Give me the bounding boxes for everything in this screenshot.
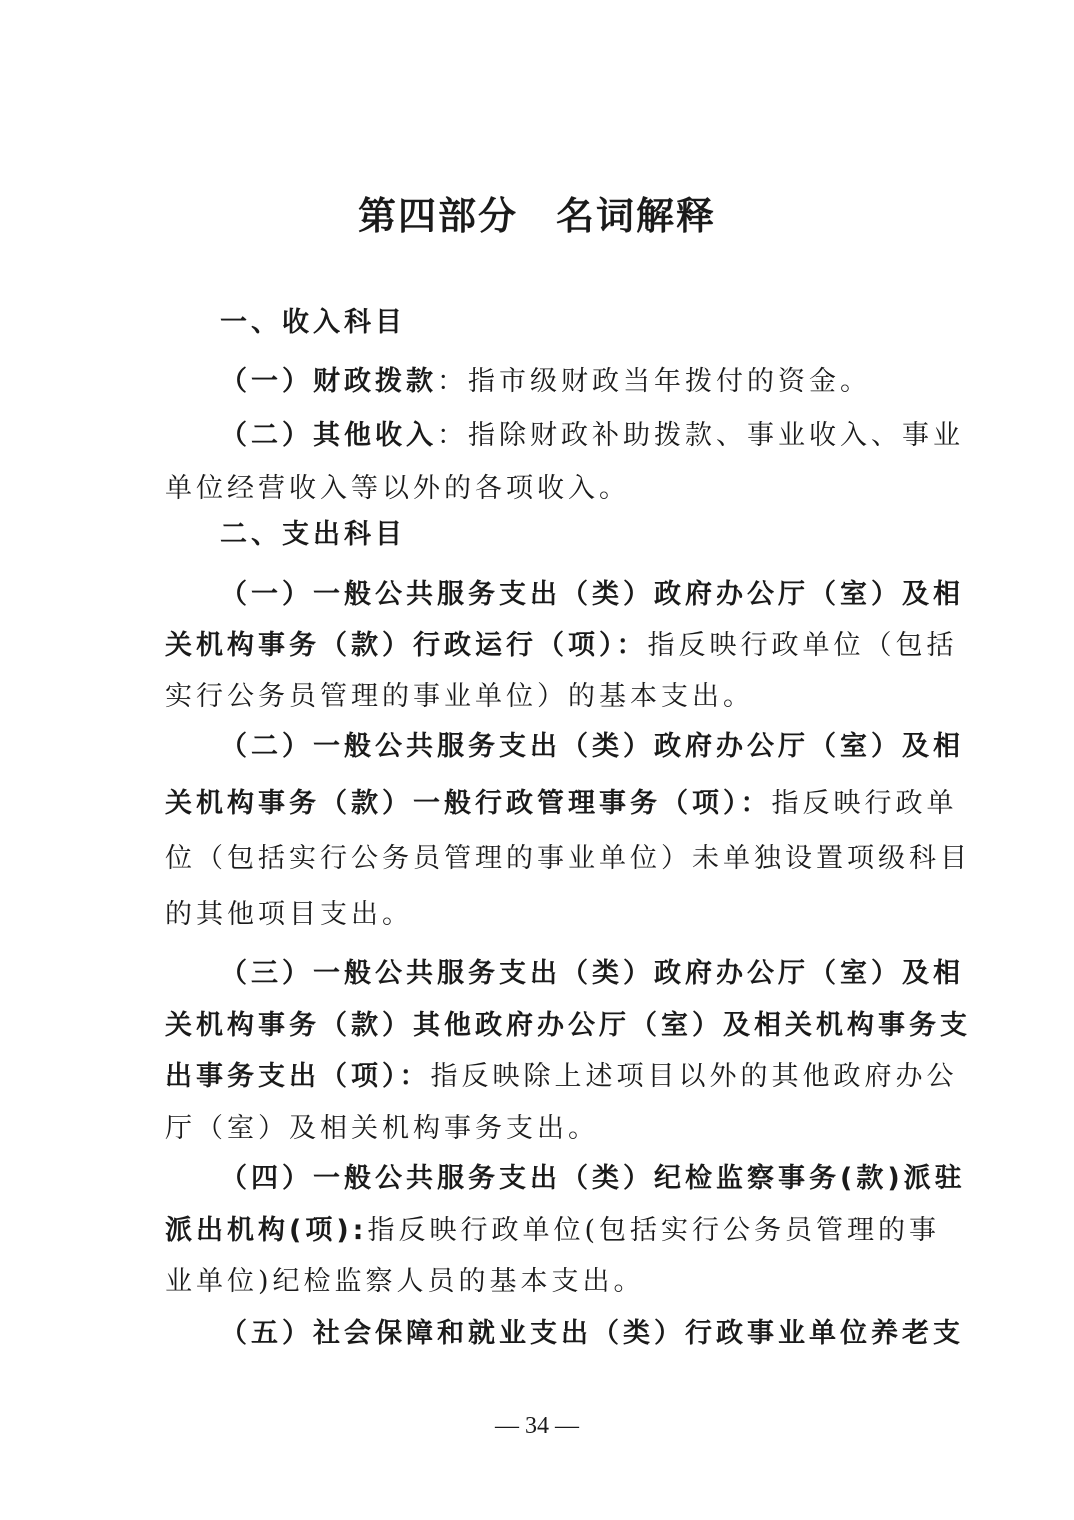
section-heading-income: 一、收入科目 xyxy=(220,307,406,338)
title-part: 第四部分 xyxy=(357,194,518,238)
page-title xyxy=(0,188,1074,244)
term-definition: ：指除财政补助拨款、事业收入、事业 xyxy=(437,420,964,451)
term-definition: 指反映行政单位（包括 xyxy=(647,630,958,661)
page-number: — 34 — xyxy=(495,1413,579,1439)
paragraph-line: 单位经营收入等以外的各项收入。 xyxy=(165,473,630,504)
term-label: 关机构事务（款）一般行政管理事务（项）： xyxy=(165,788,772,819)
paragraph-line: 实行公务员管理的事业单位）的基本支出。 xyxy=(165,681,754,712)
paragraph-line xyxy=(165,785,958,823)
paragraph-line: 位（包括实行公务员管理的事业单位）未单独设置项级科目 xyxy=(165,843,971,874)
title-name: 名词解释 xyxy=(556,194,717,238)
term-definition: ：指市级财政当年拨付的资金。 xyxy=(437,366,871,397)
section-heading-expenditure: 二、支出科目 xyxy=(220,519,406,550)
paragraph-line: （五）社会保障和就业支出（类）行政事业单位养老支 xyxy=(220,1318,964,1349)
paragraph-line xyxy=(220,417,964,455)
term-label: 派出机构(项): xyxy=(165,1215,368,1246)
paragraph-line: 厅（室）及相关机构事务支出。 xyxy=(165,1113,599,1144)
paragraph-line xyxy=(165,1212,941,1250)
term-label: （一）财政拨款 xyxy=(220,366,437,397)
term-label: 出事务支出（项）： xyxy=(165,1061,431,1092)
term-definition: 指反映行政单位(包括实行公务员管理的事 xyxy=(367,1215,941,1246)
paragraph-line: 业单位)纪检监察人员的基本支出。 xyxy=(165,1266,645,1297)
paragraph-line xyxy=(165,1058,958,1096)
term-definition: 指反映除上述项目以外的其他政府办公 xyxy=(430,1061,958,1092)
paragraph-line: （四）一般公共服务支出（类）纪检监察事务(款)派驻 xyxy=(220,1163,966,1194)
paragraph-line: 的其他项目支出。 xyxy=(165,899,413,930)
term-label: （二）其他收入 xyxy=(220,420,437,451)
term-definition: 指反映行政单 xyxy=(771,788,958,819)
paragraph-line: （二）一般公共服务支出（类）政府办公厅（室）及相 xyxy=(220,731,964,762)
paragraph-line: （一）一般公共服务支出（类）政府办公厅（室）及相 xyxy=(220,579,964,610)
paragraph-line xyxy=(220,363,915,401)
term-label: 关机构事务（款）行政运行（项）： xyxy=(165,630,648,661)
paragraph-line: 关机构事务（款）其他政府办公厅（室）及相关机构事务支 xyxy=(165,1010,971,1041)
paragraph-line xyxy=(165,627,958,665)
paragraph-line: （三）一般公共服务支出（类）政府办公厅（室）及相 xyxy=(220,958,964,989)
